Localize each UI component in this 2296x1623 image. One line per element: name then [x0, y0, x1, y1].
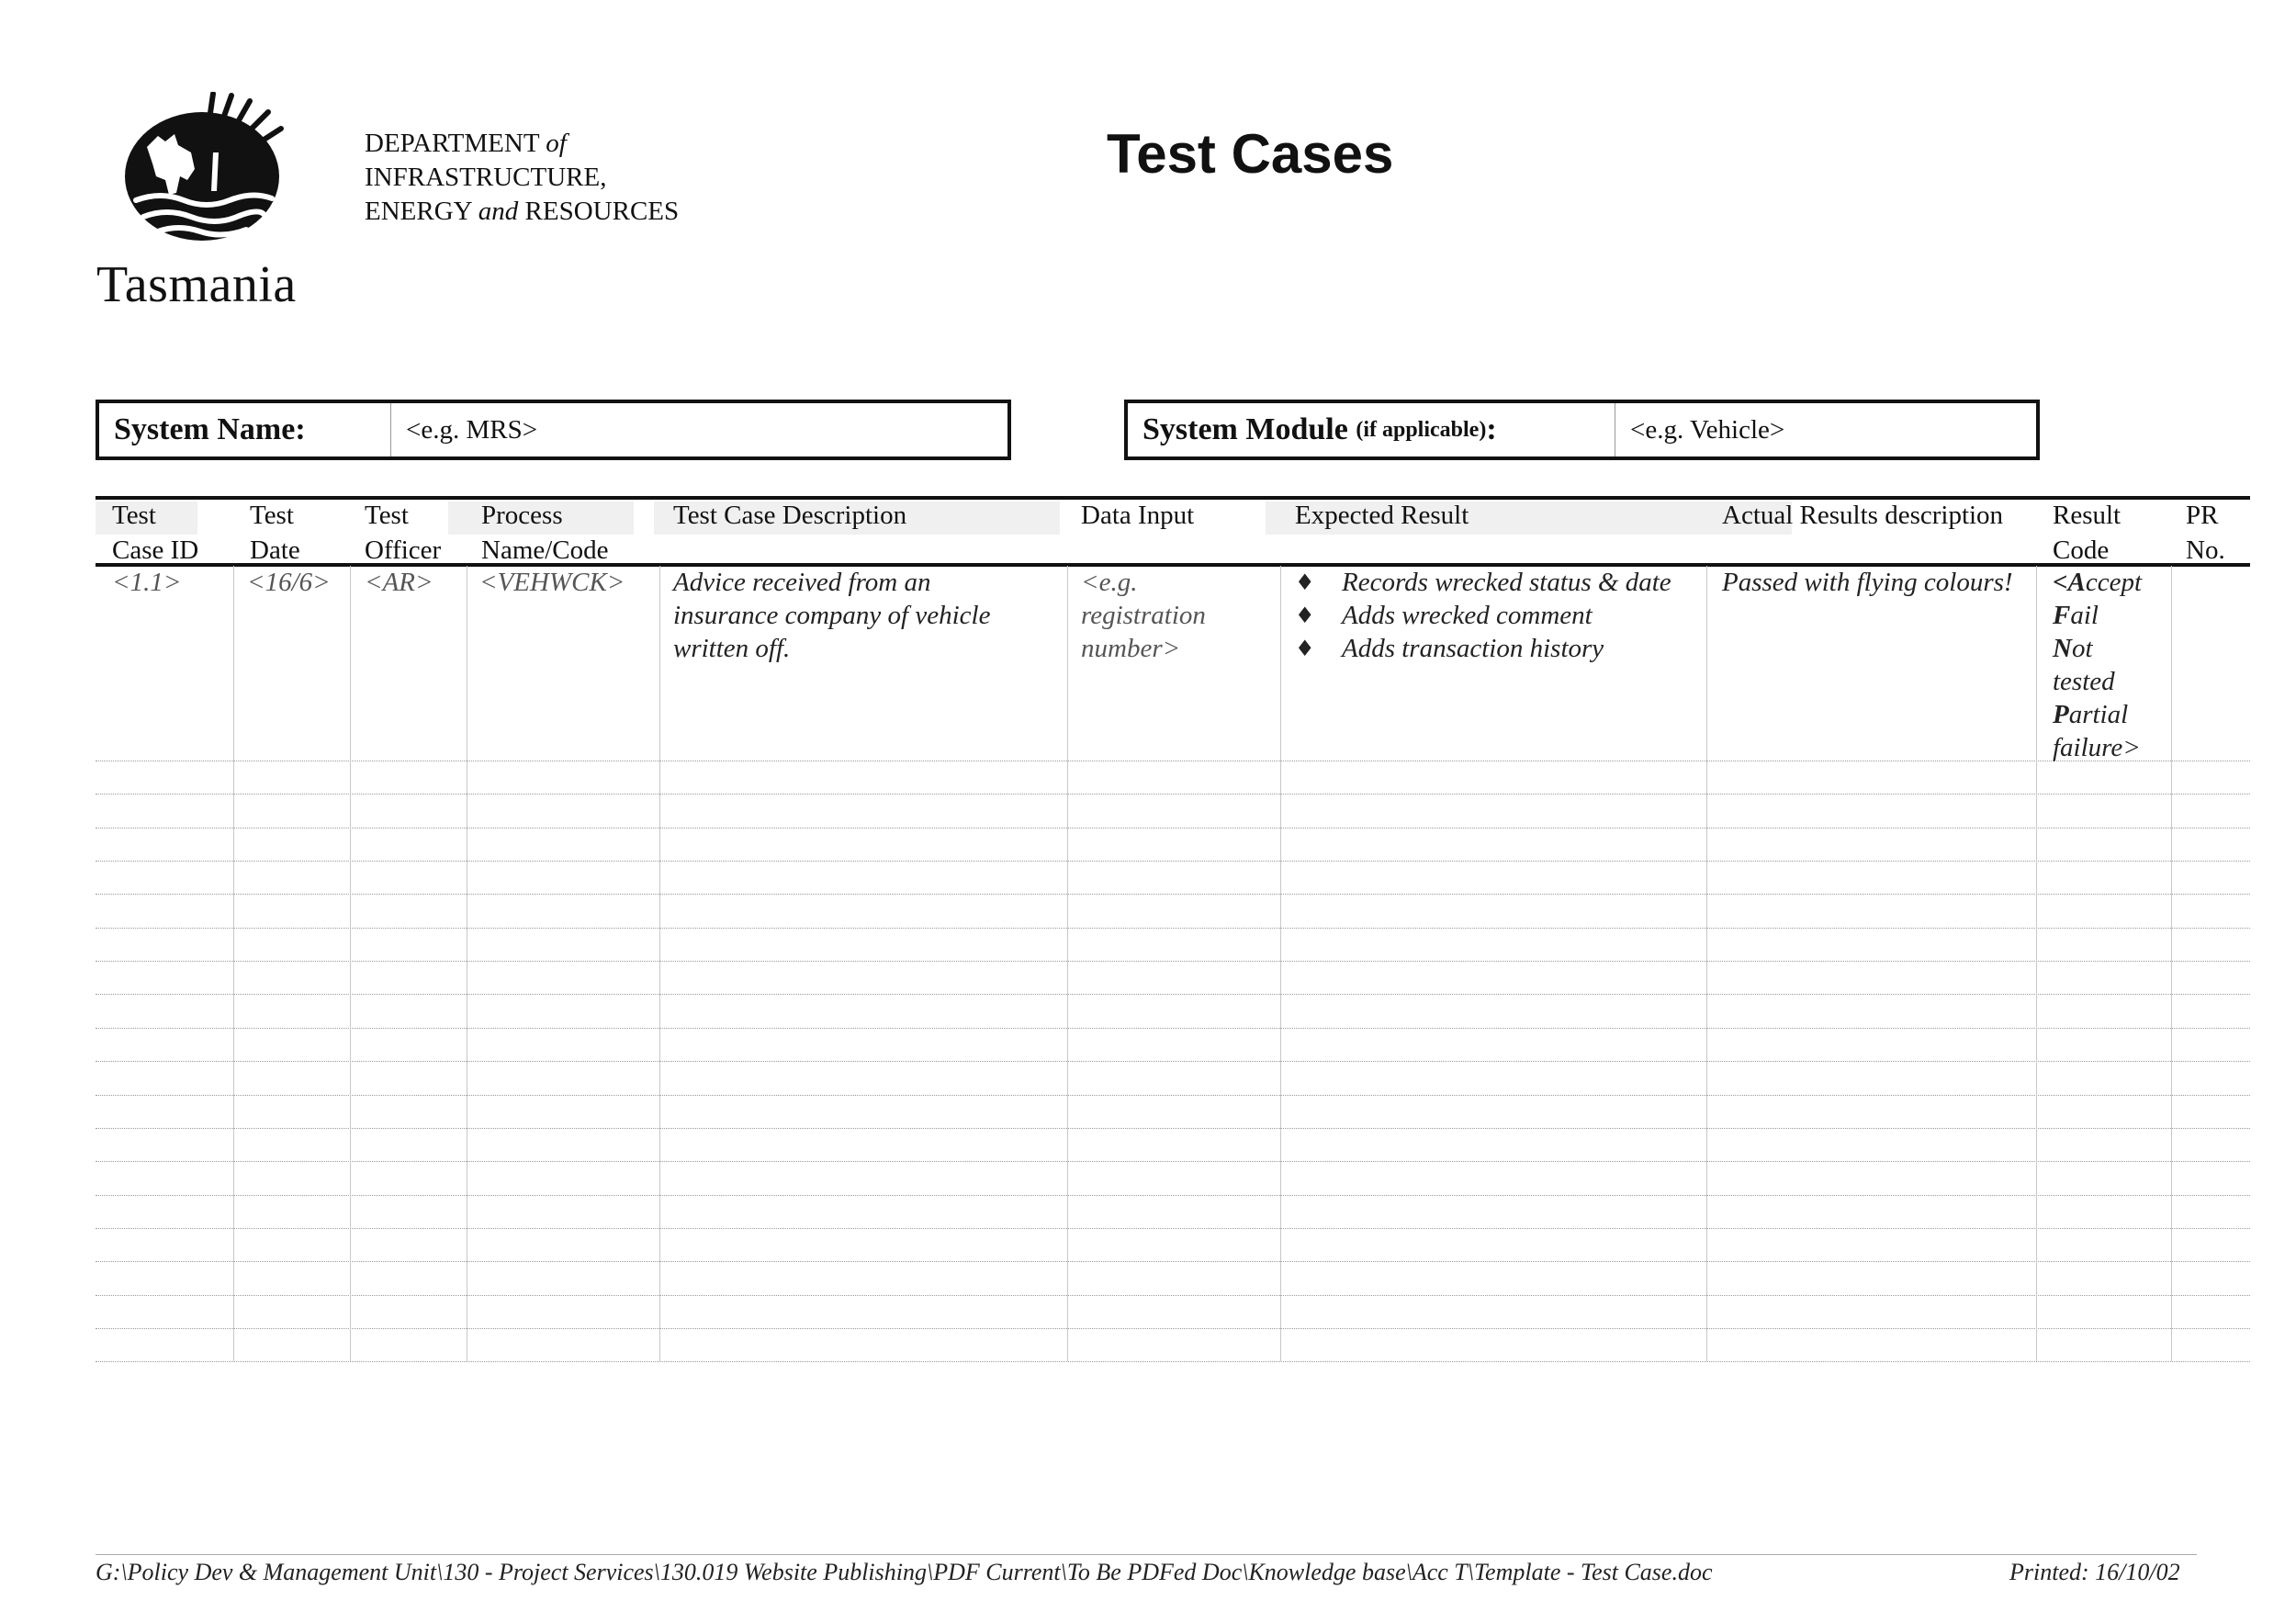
table-row-rule [96, 928, 2250, 929]
department-line-1: DEPARTMENT of [365, 129, 567, 158]
column-header-pr-no: PR No. [2186, 501, 2225, 565]
table-column-rule [2036, 566, 2037, 1361]
table-row-rule [96, 1328, 2250, 1329]
table-row-rule [96, 794, 2250, 795]
table-row-rule [96, 1195, 2250, 1196]
table-column-rule [350, 566, 351, 1361]
table-row-rule [96, 1028, 2250, 1029]
table-header-rule [96, 563, 2250, 567]
example-test-officer[interactable]: <AR> [365, 568, 433, 597]
table-column-rule [1067, 566, 1068, 1361]
table-row-rule [96, 1061, 2250, 1062]
column-header-expected-result: Expected Result [1295, 501, 1469, 530]
table-column-rule [1706, 566, 1707, 1361]
diamond-bullet-icon: ♦ [1295, 569, 1315, 595]
column-header-description: Test Case Description [673, 501, 907, 530]
diamond-bullet-icon: ♦ [1295, 603, 1315, 628]
column-header-test-officer: Test Officer [365, 501, 442, 565]
page-title: Test Cases [1107, 123, 1394, 185]
example-test-date[interactable]: <16/6> [247, 568, 331, 597]
result-code-not-tested: Not [2053, 634, 2093, 663]
example-data-input[interactable]: <e.g. registration number> [1081, 568, 1206, 663]
column-header-result-code: Result Code [2053, 501, 2122, 565]
logo-wordmark: Tasmania [96, 256, 297, 313]
diamond-bullet-icon: ♦ [1295, 636, 1315, 661]
table-column-rule [233, 566, 234, 1361]
table-row-rule [96, 1161, 2250, 1162]
example-description[interactable]: Advice received from an insurance company of vehicle written off. [673, 568, 991, 663]
system-module-box [1124, 400, 2040, 460]
department-name [365, 127, 679, 229]
column-header-actual-results: Actual Results description [1722, 501, 2004, 530]
tasmania-tiger-logo-icon [110, 92, 294, 248]
example-expected-result[interactable] [1295, 566, 1671, 665]
table-row-rule [96, 894, 2250, 895]
example-process-code[interactable]: <VEHWCK> [479, 568, 625, 597]
list-item: ♦ Adds transaction history [1295, 634, 1604, 663]
example-result-code[interactable]: <Accept Fail Not tested Partial failure> [2053, 568, 2143, 762]
result-code-accept: <Accept [2053, 568, 2143, 597]
table-row-rule [96, 1295, 2250, 1296]
system-name-box [96, 400, 1011, 460]
table-row-rule [96, 961, 2250, 962]
footer-printed-date: Printed: 16/10/02 [2009, 1559, 2180, 1585]
department-line-2: INFRASTRUCTURE, [365, 163, 607, 192]
table-column-rule [1280, 566, 1281, 1361]
table-row-rule [96, 1228, 2250, 1229]
system-name-field[interactable]: <e.g. MRS> [406, 414, 538, 445]
table-column-rule [659, 566, 660, 1361]
department-line-3: ENERGY and RESOURCES [365, 197, 680, 226]
column-header-test-date: Test Date [250, 501, 300, 565]
table-column-rule [2171, 566, 2172, 1361]
table-row-rule [96, 994, 2250, 995]
footer-divider [96, 1554, 2197, 1555]
example-case-id[interactable]: <1.1> [112, 568, 182, 597]
column-header-process: Process Name/Code [481, 501, 609, 565]
result-code-fail: Fail [2053, 601, 2099, 630]
result-code-partial: Partial [2053, 700, 2129, 729]
column-header-data-input: Data Input [1081, 501, 1195, 530]
list-item: ♦ Adds wrecked comment [1295, 601, 1593, 630]
expected-results-list [1295, 566, 1671, 665]
test-cases-table [96, 496, 2250, 1598]
department-logo [110, 92, 294, 248]
table-row-rule [96, 1128, 2250, 1129]
system-module-field[interactable]: <e.g. Vehicle> [1630, 414, 1785, 445]
table-header-rule [96, 496, 2250, 500]
table-row-rule [96, 1095, 2250, 1096]
list-item: ♦ Records wrecked status & date [1295, 568, 1671, 597]
system-name-label: System Name: [99, 403, 391, 456]
table-row-rule [96, 1361, 2250, 1362]
footer-file-path: G:\Policy Dev & Management Unit\130 - Project Services\130.019 Website Publishing\PDF Current\To Be PDFed Doc\Knowledge base\Acc T\Template - Test Case.doc [96, 1559, 1713, 1585]
table-row-rule [96, 1261, 2250, 1262]
example-actual-result[interactable]: Passed with flying colours! [1722, 568, 2013, 597]
column-header-case-id: Test Case ID [112, 501, 199, 565]
system-module-label: System Module (if applicable) : [1128, 403, 1615, 456]
table-row-rule [96, 861, 2250, 862]
